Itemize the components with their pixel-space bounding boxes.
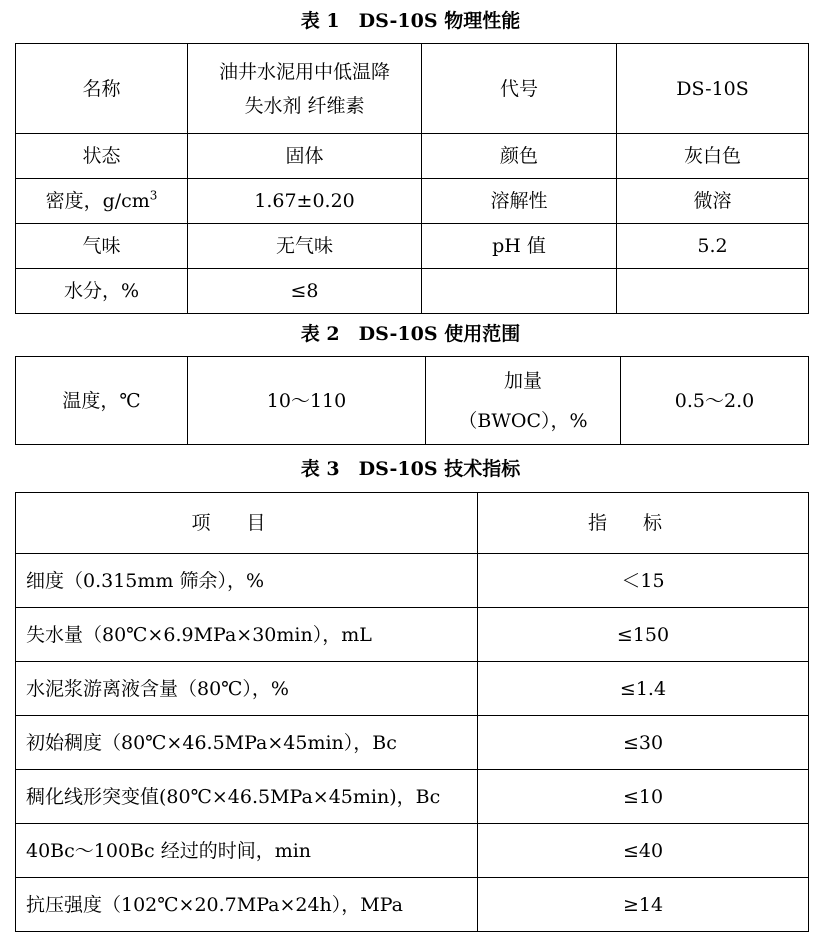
table-cell (16, 179, 188, 224)
header-cell-spec (478, 493, 809, 554)
table-cell: ＜15 (478, 554, 809, 608)
cell-line: 失水剂 纤维素 (244, 94, 365, 117)
table-row (16, 878, 809, 932)
table-cell: 10～110 (188, 357, 426, 445)
table-cell: 固体 (188, 134, 422, 179)
table-cell: 水分，% (16, 269, 188, 314)
cell-line: 加量 (503, 369, 542, 392)
table-row (16, 269, 809, 314)
table-cell: ≤40 (478, 824, 809, 878)
cell-line: 油井水泥用中低温降 (218, 60, 390, 83)
table-cell: 40Bc～100Bc 经过的时间，min (16, 824, 478, 878)
table-cell: 初始稠度（80℃×46.5MPa×45min），Bc (16, 716, 478, 770)
table-cell (426, 357, 621, 445)
table-row (16, 662, 809, 716)
usage-range-table (15, 356, 809, 445)
table-row (16, 179, 809, 224)
table-row (16, 716, 809, 770)
table-row (16, 824, 809, 878)
table-row (16, 357, 809, 445)
table-cell: ≥14 (478, 878, 809, 932)
table-cell: 抗压强度（102℃×20.7MPa×24h），MPa (16, 878, 478, 932)
table-cell (617, 269, 809, 314)
table3-caption: 表 3 DS-10S 技术指标 (300, 458, 521, 480)
table-cell (188, 44, 422, 134)
table-cell: 无气味 (188, 224, 422, 269)
table-cell: ≤30 (478, 716, 809, 770)
table-cell: 5.2 (617, 224, 809, 269)
table-row (16, 44, 809, 134)
table-row (16, 224, 809, 269)
table-cell: 溶解性 (422, 179, 617, 224)
table-cell: 代号 (422, 44, 617, 134)
table-cell: 状态 (16, 134, 188, 179)
superscript: 3 (149, 188, 158, 203)
cell-text: 密度，g/cm (45, 190, 150, 212)
table-cell: pH 值 (422, 224, 617, 269)
table-cell: ≤150 (478, 608, 809, 662)
table-cell: ≤10 (478, 770, 809, 824)
physical-properties-table (15, 43, 809, 314)
table1-caption: 表 1 DS-10S 物理性能 (300, 10, 521, 32)
cell-line: （BWOC），% (458, 409, 588, 432)
table-cell: 温度，℃ (16, 357, 188, 445)
table-cell: 名称 (16, 44, 188, 134)
table-row (16, 554, 809, 608)
table-cell: ≤1.4 (478, 662, 809, 716)
table-cell: 1.67±0.20 (188, 179, 422, 224)
table-header-row (16, 493, 809, 554)
table-cell (422, 269, 617, 314)
table-cell: 水泥浆游离液含量（80℃），% (16, 662, 478, 716)
table-row (16, 608, 809, 662)
table-row (16, 770, 809, 824)
table-cell: ≤8 (188, 269, 422, 314)
technical-specs-table (15, 492, 809, 932)
table-cell: 细度（0.315mm 筛余），% (16, 554, 478, 608)
table-row (16, 134, 809, 179)
table-cell: DS-10S (617, 44, 809, 134)
table2-caption: 表 2 DS-10S 使用范围 (300, 323, 521, 345)
table-cell: 微溶 (617, 179, 809, 224)
table-cell: 失水量（80℃×6.9MPa×30min），mL (16, 608, 478, 662)
table-cell: 0.5～2.0 (621, 357, 809, 445)
table-cell: 灰白色 (617, 134, 809, 179)
table-cell: 颜色 (422, 134, 617, 179)
header-text: 项目 (191, 512, 302, 534)
header-text: 指标 (587, 512, 698, 534)
table-cell: 稠化线形突变值(80℃×46.5MPa×45min)，Bc (16, 770, 478, 824)
header-cell-item (16, 493, 478, 554)
table-cell: 气味 (16, 224, 188, 269)
